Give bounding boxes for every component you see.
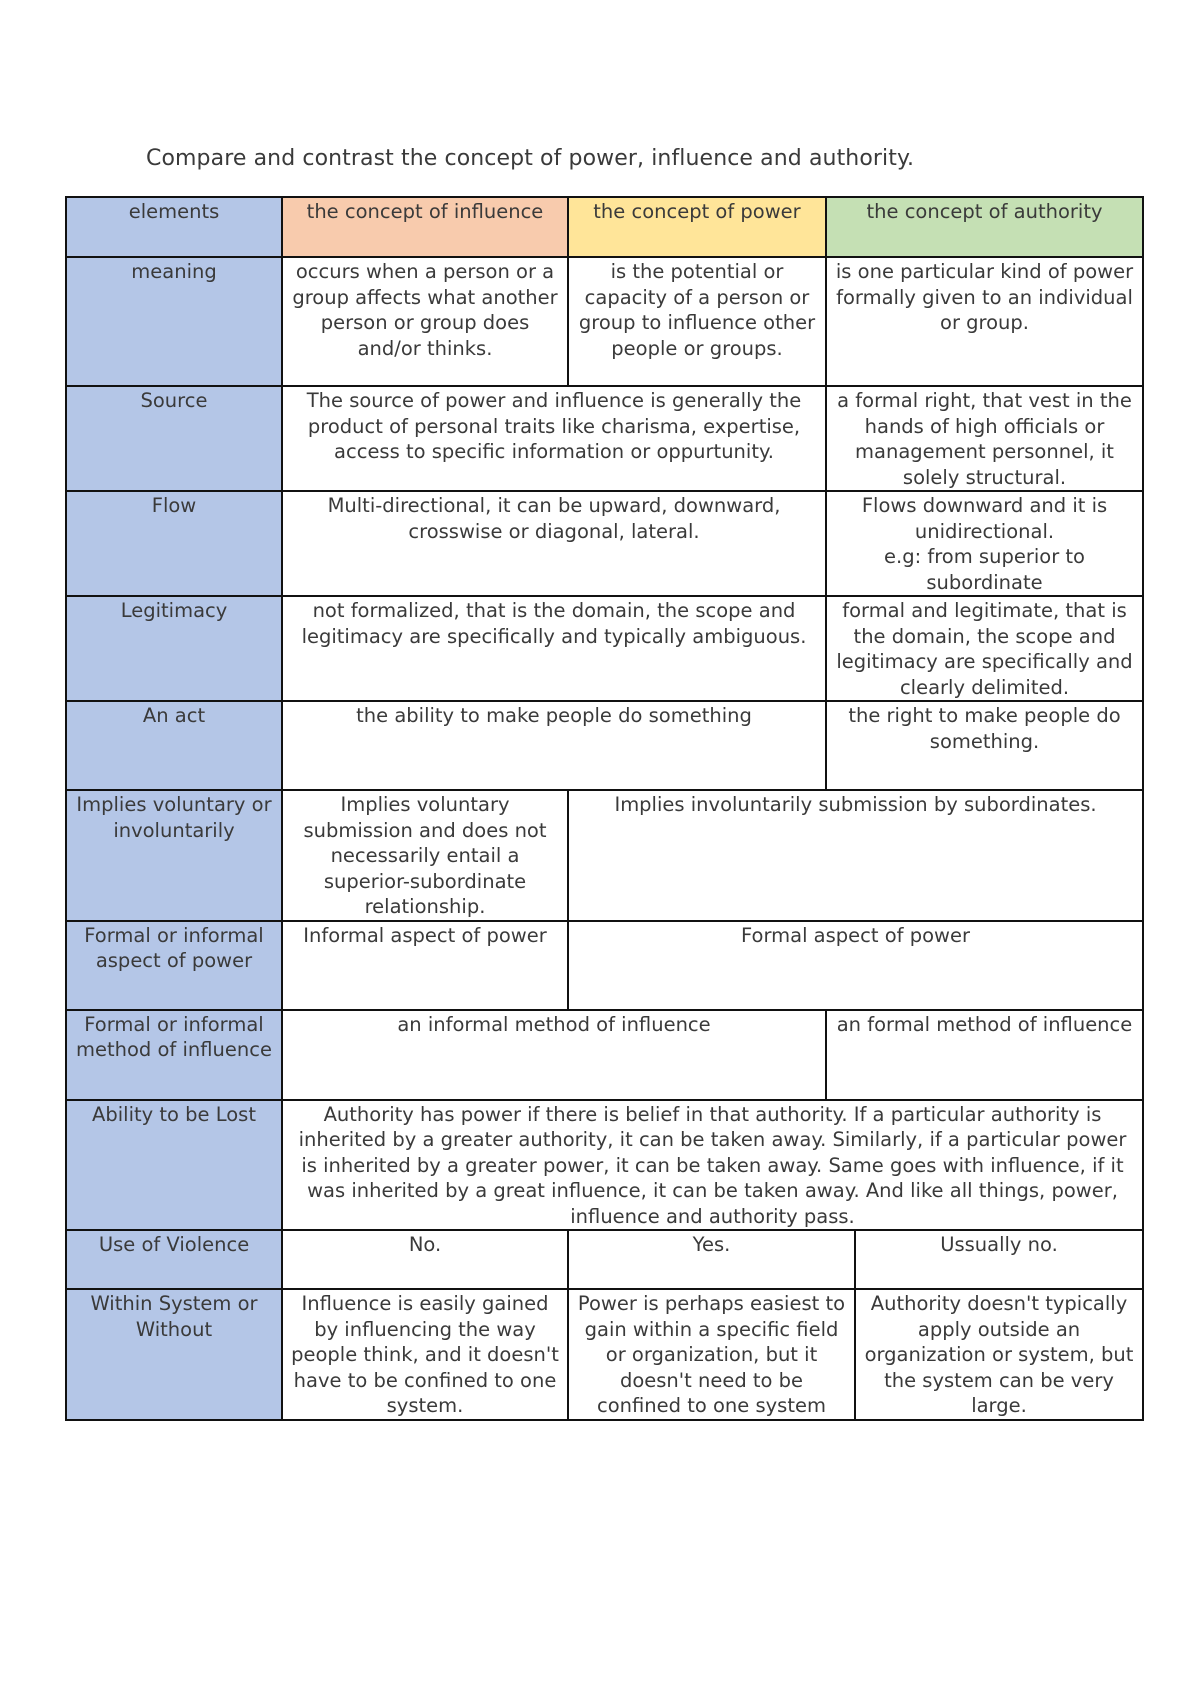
cell-authority	[826, 491, 1143, 596]
flow-authority-line1: Flows downward and it is unidirectional.	[861, 494, 1108, 543]
cell-all: Authority has power if there is belief in that authority. If a particular authority is inherited by a greater authority, it can be taken away. Similarly, if a particular power is inherited by a greater power, it can be taken away. Same goes with influence, if it was inherited by a great influence, it can be taken away. And like all things, power, influence and authority pass.	[282, 1100, 1143, 1231]
row-label: Flow	[66, 491, 282, 596]
row-label: An act	[66, 701, 282, 790]
table-row-lost	[66, 1100, 1143, 1231]
cell-influence: occurs when a person or a group affects what another person or group does and/or thinks.	[282, 257, 568, 386]
cell-power: is the potential or capacity of a person or group to influence other people or groups.	[568, 257, 826, 386]
cell-influence-power: The source of power and influence is generally the product of personal traits like charisma, expertise, access to specific information or oppurtunity.	[282, 386, 826, 491]
cell-authority: formal and legitimate, that is the domain, the scope and legitimacy are specifically and clearly delimited.	[826, 596, 1143, 701]
table-row-aspect	[66, 921, 1143, 1010]
row-label: Formal or informal method of influence	[66, 1010, 282, 1100]
cell-influence: Influence is easily gained by influencing the way people think, and it doesn't have to be confined to one system.	[282, 1289, 568, 1420]
cell-authority: is one particular kind of power formally given to an individual or group.	[826, 257, 1143, 386]
row-label: Source	[66, 386, 282, 491]
table-row-voluntary	[66, 790, 1143, 921]
cell-influence-power: the ability to make people do something	[282, 701, 826, 790]
cell-influence-power: not formalized, that is the domain, the scope and legitimacy are specifically and typically ambiguous.	[282, 596, 826, 701]
cell-influence: No.	[282, 1230, 568, 1289]
cell-power: Yes.	[568, 1230, 855, 1289]
header-row	[66, 197, 1143, 257]
table-row-source	[66, 386, 1143, 491]
row-label: Implies voluntary or involuntarily	[66, 790, 282, 921]
row-label: Ability to be Lost	[66, 1100, 282, 1231]
row-label: Formal or informal aspect of power	[66, 921, 282, 1010]
cell-power: Power is perhaps easiest to gain within a specific field or organization, but it doesn't need to be confined to one system	[568, 1289, 855, 1420]
cell-power-authority: Implies involuntarily submission by subordinates.	[568, 790, 1143, 921]
row-label: Within System or Without	[66, 1289, 282, 1420]
cell-authority: the right to make people do something.	[826, 701, 1143, 790]
table-row-flow	[66, 491, 1143, 596]
cell-influence-power: an informal method of influence	[282, 1010, 826, 1100]
flow-authority-line2: e.g: from superior to subordinate	[884, 545, 1085, 594]
table-row-meaning	[66, 257, 1143, 386]
cell-power-authority: Formal aspect of power	[568, 921, 1143, 1010]
cell-influence: Informal aspect of power	[282, 921, 568, 1010]
comparison-table	[65, 196, 1144, 1421]
cell-influence: Implies voluntary submission and does not necessarily entail a superior-subordinate relationship.	[282, 790, 568, 921]
table-row-act	[66, 701, 1143, 790]
row-label: Legitimacy	[66, 596, 282, 701]
cell-influence-power: Multi-directional, it can be upward, downward, crosswise or diagonal, lateral.	[282, 491, 826, 596]
row-label: meaning	[66, 257, 282, 386]
header-elements: elements	[66, 197, 282, 257]
cell-authority: a formal right, that vest in the hands of high officials or management personnel, it solely structural.	[826, 386, 1143, 491]
header-power: the concept of power	[568, 197, 826, 257]
cell-authority: Authority doesn't typically apply outside an organization or system, but the system can be very large.	[855, 1289, 1143, 1420]
table-row-violence	[66, 1230, 1143, 1289]
cell-authority: Ussually no.	[855, 1230, 1143, 1289]
table-row-legitimacy	[66, 596, 1143, 701]
header-influence: the concept of influence	[282, 197, 568, 257]
cell-authority: an formal method of influence	[826, 1010, 1143, 1100]
page-title: Compare and contrast the concept of power, influence and authority.	[146, 146, 915, 171]
row-label: Use of Violence	[66, 1230, 282, 1289]
table-row-method	[66, 1010, 1143, 1100]
table-row-system	[66, 1289, 1143, 1420]
header-authority: the concept of authority	[826, 197, 1143, 257]
